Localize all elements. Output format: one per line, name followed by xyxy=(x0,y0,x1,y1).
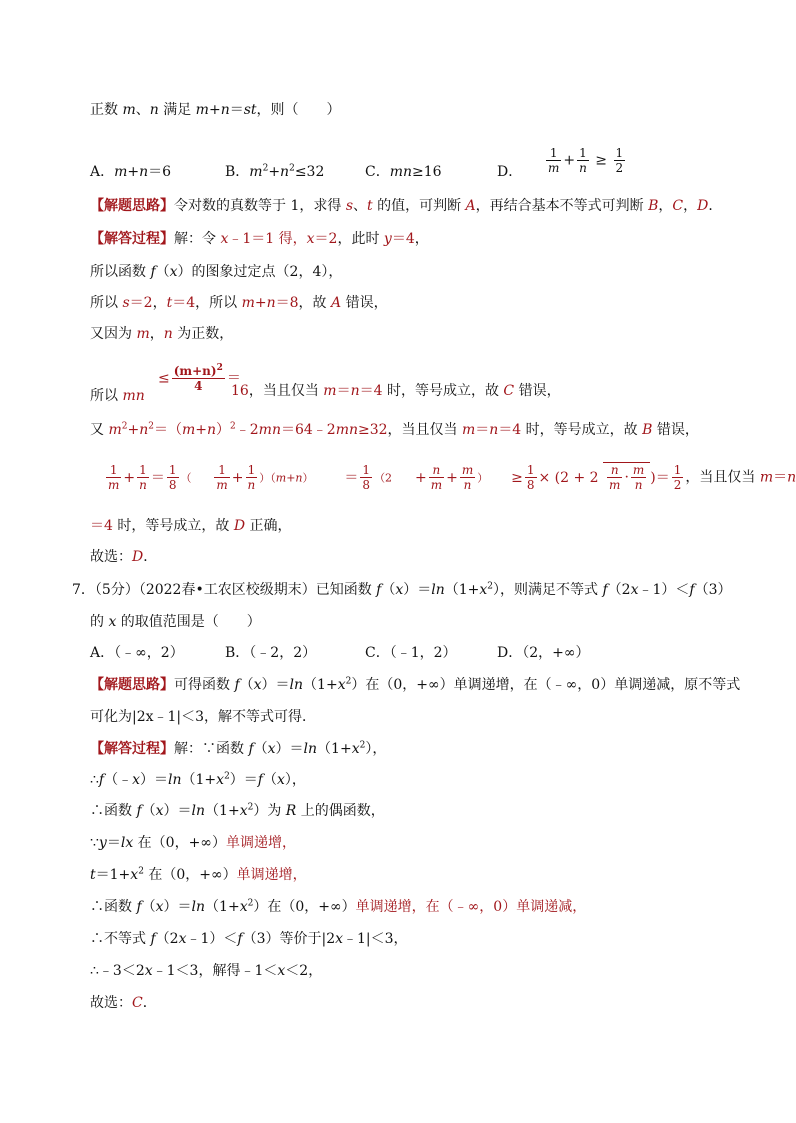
q6-answer: 故选：D． xyxy=(90,549,158,565)
q6-option-a: A．m+n＝6 xyxy=(90,164,172,180)
q6-process-1: 【解答过程】解：令 x﹣1＝1 得，x＝2，此时 y＝4， xyxy=(90,231,429,247)
q6-process-3: 所以 s＝2，t＝4，所以 m+n＝8，故 A 错误， xyxy=(90,295,388,311)
q6-option-d: D． xyxy=(497,164,523,180)
q7-option-b: B．（﹣2，2） xyxy=(225,645,317,661)
q7-process-3: ∴函数 $f(x)=\ln(1+x^2)$为 R 上的偶函数， xyxy=(90,802,385,819)
q7-idea-1: 【解题思路】可得函数 $f(x)=\ln(1+x^2)$在（0，+∞）单调递增，在（﹣∞，0）单调递减，原不等式 xyxy=(90,676,741,693)
q7-answer: 故选：C． xyxy=(90,995,157,1011)
q6-process-6: 又 $m^2+n^2=(m+n)^2﹣2mn=64﹣2mn\ge 32$，当且仅当 m＝n＝4 时，等号成立，故 B 错误， xyxy=(90,421,699,438)
q6-idea: 【解题思路】令对数的真数等于 1，求得 s、t 的值，可判断 A，再结合基本不等式可判断 B，C，D． xyxy=(90,198,723,214)
q6-option-b: B．$m^2+n^2\le 32$ xyxy=(225,163,325,180)
q6-stem: 正数 m、n 满足 m+n＝st，则（ ） xyxy=(90,102,341,118)
q6-process-2: 所以函数 f（x）的图象过定点（2，4）， xyxy=(90,264,343,280)
q7-stem-2: 的 x 的取值范围是（ ） xyxy=(90,614,261,630)
q6-process-8: ＝4 时，等号成立，故 D 正确， xyxy=(90,518,292,534)
q6-process-4: 又因为 m，n 为正数， xyxy=(90,326,234,342)
q6-process-7-formula: $\frac{1}{m}$ + $\frac{1}{n}$ ＝ $\frac{1}{8}$ （ $\frac{1}{m}$ + $\frac{1}{n}$ ）（m+n） ＝ $\frac{1}{8}$ （2 + $\frac{n}{m}$ + $\frac{m}{n}$ ） ≥ $\frac{1}{8}$ × (2 + 2 $\frac{n}{m}$ · $\frac{m}{n}$ )＝ $\frac{1}{2}$ ，当且仅当 m＝n xyxy=(108,463,796,492)
q7-idea-2: 可化为|2x﹣1|＜3，解不等式可得． xyxy=(90,709,317,725)
q6-process-5-frac: ≤ $\frac{(m+n)^2}{4}$ ＝ xyxy=(158,363,241,393)
q7-process-1: 【解答过程】解：∵函数 $f(x)=\ln(1+x^2)$， xyxy=(90,740,387,757)
q7-stem-1: 7．（5分）（2022春•工农区校级期末）已知函数 $f(x)=\ln(1+x^2)$，则满足不等式 f（2x﹣1）＜f（3） xyxy=(72,581,732,598)
q6-option-c: C．mn≥16 xyxy=(365,164,442,180)
q7-option-a: A．（﹣∞，2） xyxy=(90,645,184,661)
q7-process-4: ∵y＝lx 在（0，+∞）单调递增， xyxy=(90,835,296,851)
q7-option-d: D．（2，+∞） xyxy=(497,645,590,661)
q6-process-5-tail: 16，当且仅当 m＝n＝4 时，等号成立，故 C 错误， xyxy=(231,383,561,399)
q7-process-2: $\therefore f(﹣x)=\ln(1+x^2)=f(x)$， xyxy=(90,771,306,788)
q7-process-8: ∴﹣3＜2x﹣1＜3，解得﹣1＜x＜2， xyxy=(90,963,323,979)
q7-option-c: C．（﹣1，2） xyxy=(365,645,457,661)
q7-process-7: ∴不等式 f（2x﹣1）＜f（3）等价于|2x﹣1|＜3， xyxy=(90,931,408,947)
q6-process-5: 所以 mn xyxy=(90,388,145,404)
q7-process-6: ∴函数 $f(x)=\ln(1+x^2)$在（0，+∞）单调递增，在（﹣∞，0）单调递减， xyxy=(90,898,587,915)
q6-option-d-formula: $\frac{1}{m}$ + $\frac{1}{n}$ ≥ $\frac{1}{2}$ xyxy=(548,146,624,175)
q7-process-5: $t=1+x^2$ 在（0，+∞）单调递增， xyxy=(90,866,307,883)
